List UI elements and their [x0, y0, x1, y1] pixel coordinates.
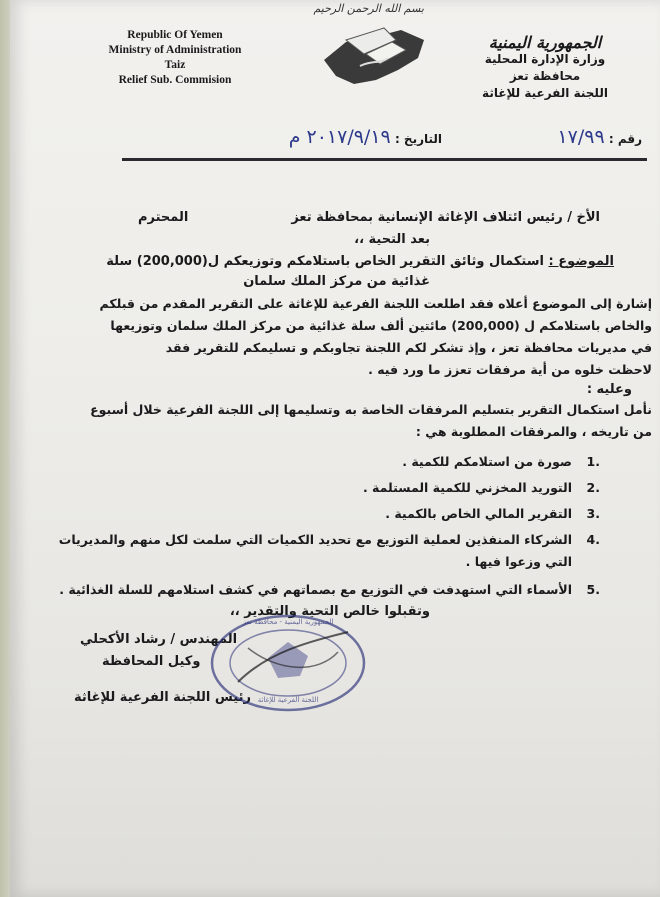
letterhead-line: اللجنة الفرعية للإغاثة	[482, 86, 608, 100]
list-item: التوريد المخزني للكمية المستلمة .	[362, 480, 572, 495]
paragraph-line: في مديريات محافظة تعز ، وإذ تشكر لكم اللجنة تجاوبكم و تسليمكم للتقرير فقد	[165, 340, 652, 355]
reference-date	[289, 126, 442, 148]
item-number: 4.	[586, 532, 600, 547]
number-label: رقم :	[608, 132, 642, 146]
header-divider	[122, 158, 647, 161]
list-item-continued: التي وزعوا فيها .	[465, 554, 572, 569]
paragraph-line: إشارة إلى الموضوع أعلاه فقد اطلعت اللجنة الفرعية للإغاثة على التقرير المقدم من قبلكم	[99, 296, 652, 311]
item-number: 2.	[586, 480, 600, 495]
subject-label: الموضوع :	[548, 254, 614, 269]
addressee-honorific: المحترم	[138, 210, 189, 225]
item-number: 1.	[586, 454, 600, 469]
list-item: التقرير المالي الخاص بالكمية .	[385, 506, 572, 521]
subject-line	[106, 254, 614, 269]
and-so-label: وعليه :	[586, 382, 632, 397]
subject-line-2: غذائية من مركز الملك سلمان	[243, 274, 430, 289]
list-item: الشركاء المنفذين لعملية التوزيع مع تحديد الكميات التي سلمت لكل منهم والمديريات	[58, 532, 572, 547]
list-item: صورة من استلامكم للكمية .	[402, 454, 572, 469]
addressee-line: الأخ / رئيس ائتلاف الإغاثة الإنسانية بمحافظة تعز	[291, 210, 600, 225]
closing-line: وتقبلوا خالص التحية والتقدير ،،	[229, 604, 430, 619]
emblem-logo	[306, 0, 436, 90]
letter-page	[10, 0, 660, 897]
letterhead-line: محافظة تعز	[509, 69, 581, 83]
item-number: 3.	[586, 506, 600, 521]
greeting: بعد التحية ،،	[354, 232, 430, 247]
paragraph-line: لاحظت خلوه من أية مرفقات تعزز ما ورد فيه .	[368, 362, 652, 377]
item-number: 5.	[586, 582, 600, 597]
signature-role: وكيل المحافظة	[102, 654, 201, 669]
letterhead-arabic	[450, 34, 640, 102]
official-stamp	[208, 612, 368, 714]
subject-text: استكمال وثائق التقرير الخاص باستلامكم وتوزيعكم ل(200,000) سلة	[106, 254, 544, 269]
date-value: ٢٠١٧/٩/١٩ م	[288, 126, 391, 148]
list-item: الأسماء التي استهدفت في التوزيع مع بصماتهم في كشف استلامهم للسلة الغذائية .	[59, 582, 572, 597]
signature-name: المهندس / رشاد الأكحلي	[80, 632, 238, 647]
paragraph-line: والخاص باستلامكم ل (200,000) مائتين ألف سلة غذائية من مركز الملك سلمان وتوزيعها	[110, 318, 652, 333]
date-label: التاريخ :	[394, 132, 442, 146]
letterhead-english	[85, 28, 265, 88]
reference-number	[557, 126, 642, 148]
letterhead-line: Republic Of Yemen	[127, 29, 223, 41]
stamp-text-top: الجمهورية اليمنية - محافظة تعز	[242, 618, 334, 626]
request-line: من تاريخه ، والمرفقات المطلوبة هي :	[415, 424, 652, 439]
signature-title: رئيس اللجنة الفرعية للإغاثة	[74, 690, 251, 705]
letterhead-line: Ministry of Administration	[108, 44, 242, 56]
request-line: نأمل استكمال التقرير بتسليم المرفقات الخاصة به وتسليمها إلى اللجنة الفرعية خلال أسبوع	[90, 402, 652, 417]
letterhead-line: Taiz	[164, 59, 186, 71]
letterhead-line: وزارة الإدارة المحلية	[484, 52, 606, 66]
stamp-text-bottom: اللجنة الفرعية للإغاثة	[257, 696, 319, 704]
number-value: ١٧/٩٩	[557, 126, 605, 148]
letterhead-line: الجمهورية اليمنية	[488, 33, 602, 52]
letterhead-line: Relief Sub. Commision	[118, 74, 232, 86]
basmala-text: بسم الله الرحمن الرحيم	[313, 2, 424, 15]
